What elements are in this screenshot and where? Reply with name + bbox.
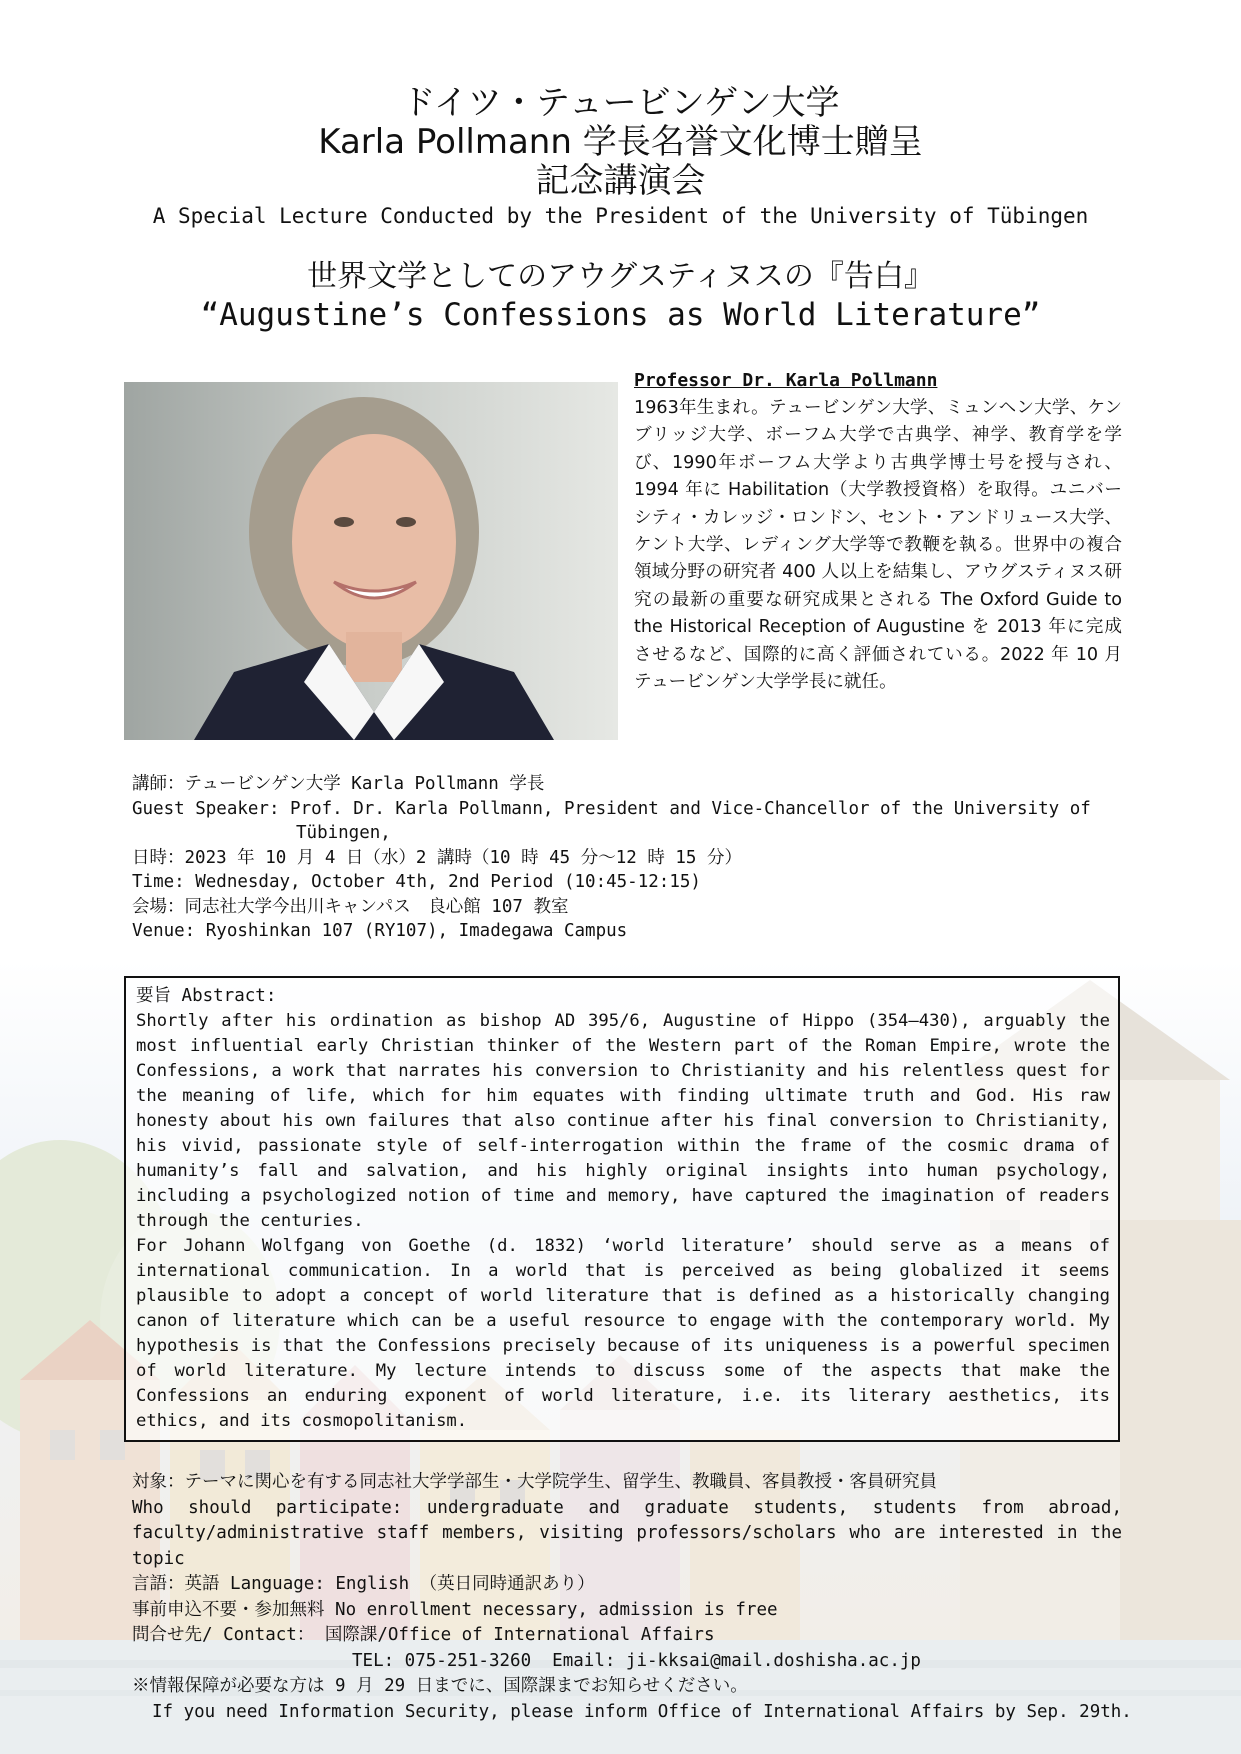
contact-detail: TEL: 075-251-3260 Email: ji-kksai@mail.doshisha.ac.jp (352, 1650, 921, 1671)
target-en: Who should participate: undergraduate and graduate students, students from abroad, faculty/administrative staff members, visiting professors/scholars who are interested in the topic (132, 1497, 1122, 1569)
bio-name: Professor Dr. Karla Pollmann (634, 370, 938, 391)
speaker-en: Guest Speaker: Prof. Dr. Karla Pollmann, President and Vice-Chancellor of the University of (132, 798, 1091, 819)
event-footer (132, 1470, 1132, 1725)
security-en: If you need Information Security, please inform Office of International Affairs by Sep. 29th. (152, 1701, 1132, 1722)
event-info (132, 772, 1122, 944)
lecture-title-jp: 世界文学としてのアウグスティヌスの『告白』 (307, 259, 934, 294)
speaker-bio (634, 370, 1122, 696)
event-header (0, 84, 1241, 229)
contact: 問合せ先/ Contact： 国際課/Office of International Affairs (132, 1625, 715, 1645)
time-jp: 日時：2023 年 10 月 4 日（水）2 講時（10 時 45 分～12 時 15 分） (132, 847, 743, 868)
abstract-heading: 要旨 Abstract: (136, 986, 277, 1006)
speaker-jp: 講師：テュービンゲン大学 Karla Pollmann 学長 (132, 774, 545, 794)
speaker-photo (124, 382, 618, 740)
language: 言語：英語 Language: English （英日同時通訳あり） (132, 1574, 595, 1594)
abstract-box (124, 976, 1120, 1442)
lecture-title (0, 258, 1241, 334)
subtitle-english: A Special Lecture Conducted by the President of the University of Tübingen (152, 204, 1089, 228)
enrollment: 事前申込不要・参加無料 No enrollment necessary, admission is free (132, 1599, 778, 1620)
bio-text: 1963年生まれ。テュービンゲン大学、ミュンヘン大学、ケンブリッジ大学、ボーフム大学で古典学、神学、教育学を学び、1990年ボーフム大学より古典学博士号を授与され、1994 年に Habilitation（大学教授資格）を取得。ユニバーシティ・カレッジ・ロンドン、セント・アンドリュース大学、ケント大学、レディング大学等で教鞭を執る。世界中の複合領域分野の研究者 400 人以上を結集し、アウグスティヌス研究の最新の重要な研究成果とされる The Oxford Guide to the Historical Reception of Augustine を 2013 年に完成させるなど、国際的に高く評価されている。2022 年 10 月テュービンゲン大学学長に就任。 (634, 398, 1122, 693)
abstract-paragraph-1: Shortly after his ordination as bishop AD 395/6, Augustine of Hippo (354–430), arguably the most influential early Christian thinker of the Western part of the Roman Empire, wrote the Confessions, a work that narrates his conversion to Christianity and his relentless quest for the meaning of life, which for him equates with finding ultimate truth and God. His raw honesty about his own failures that also continue after his final conversion to Christianity, his vivid, passionate style of self-interrogation within the frame of the cosmic drama of humanity’s fall and salvation, and his highly original insights into human psychology, including a psychologized notion of time and memory, have captured the imagination of readers through the centuries. (136, 1011, 1110, 1231)
time-en: Time: Wednesday, October 4th, 2nd Period (10:45-12:15) (132, 872, 701, 892)
abstract-paragraph-2: For Johann Wolfgang von Goethe (d. 1832) ‘world literature’ should serve as a means of international communication. In a world that is perceived as being globalized it seems plausible to adopt a concept of world literature that is defined as a historically changing canon of literature which can be a useful resource to engage with the contemporary world. My hypothesis is that the Confessions precisely because of its uniqueness is a powerful specimen of world literature. My lecture intends to discuss some of the aspects that make the Confessions an enduring exponent of world literature, i.e. its literary aesthetics, its ethics, and its cosmopolitanism. (136, 1236, 1110, 1431)
venue-jp: 会場：同志社大学今出川キャンパス 良心館 107 教室 (132, 896, 569, 917)
security-jp: ※情報保障が必要な方は 9 月 29 日までに、国際課までお知らせください。 (132, 1676, 748, 1696)
speaker-en-cont: Tübingen, (296, 823, 391, 843)
venue-en: Venue: Ryoshinkan 107 (RY107), Imadegawa Campus (132, 921, 628, 941)
lecture-title-en: “Augustine’s Confessions as World Literature” (200, 297, 1041, 333)
title-commemorative-lecture: 記念講演会 (535, 161, 706, 201)
title-honorary-degree: Karla Pollmann 学長名誉文化博士贈呈 (318, 122, 923, 162)
target-jp: 対象：テーマに関心を有する同志社大学学部生・大学院学生、留学生、教職員、客員教授・客員研究員 (132, 1472, 937, 1492)
title-university: ドイツ・テュービンゲン大学 (401, 83, 840, 123)
